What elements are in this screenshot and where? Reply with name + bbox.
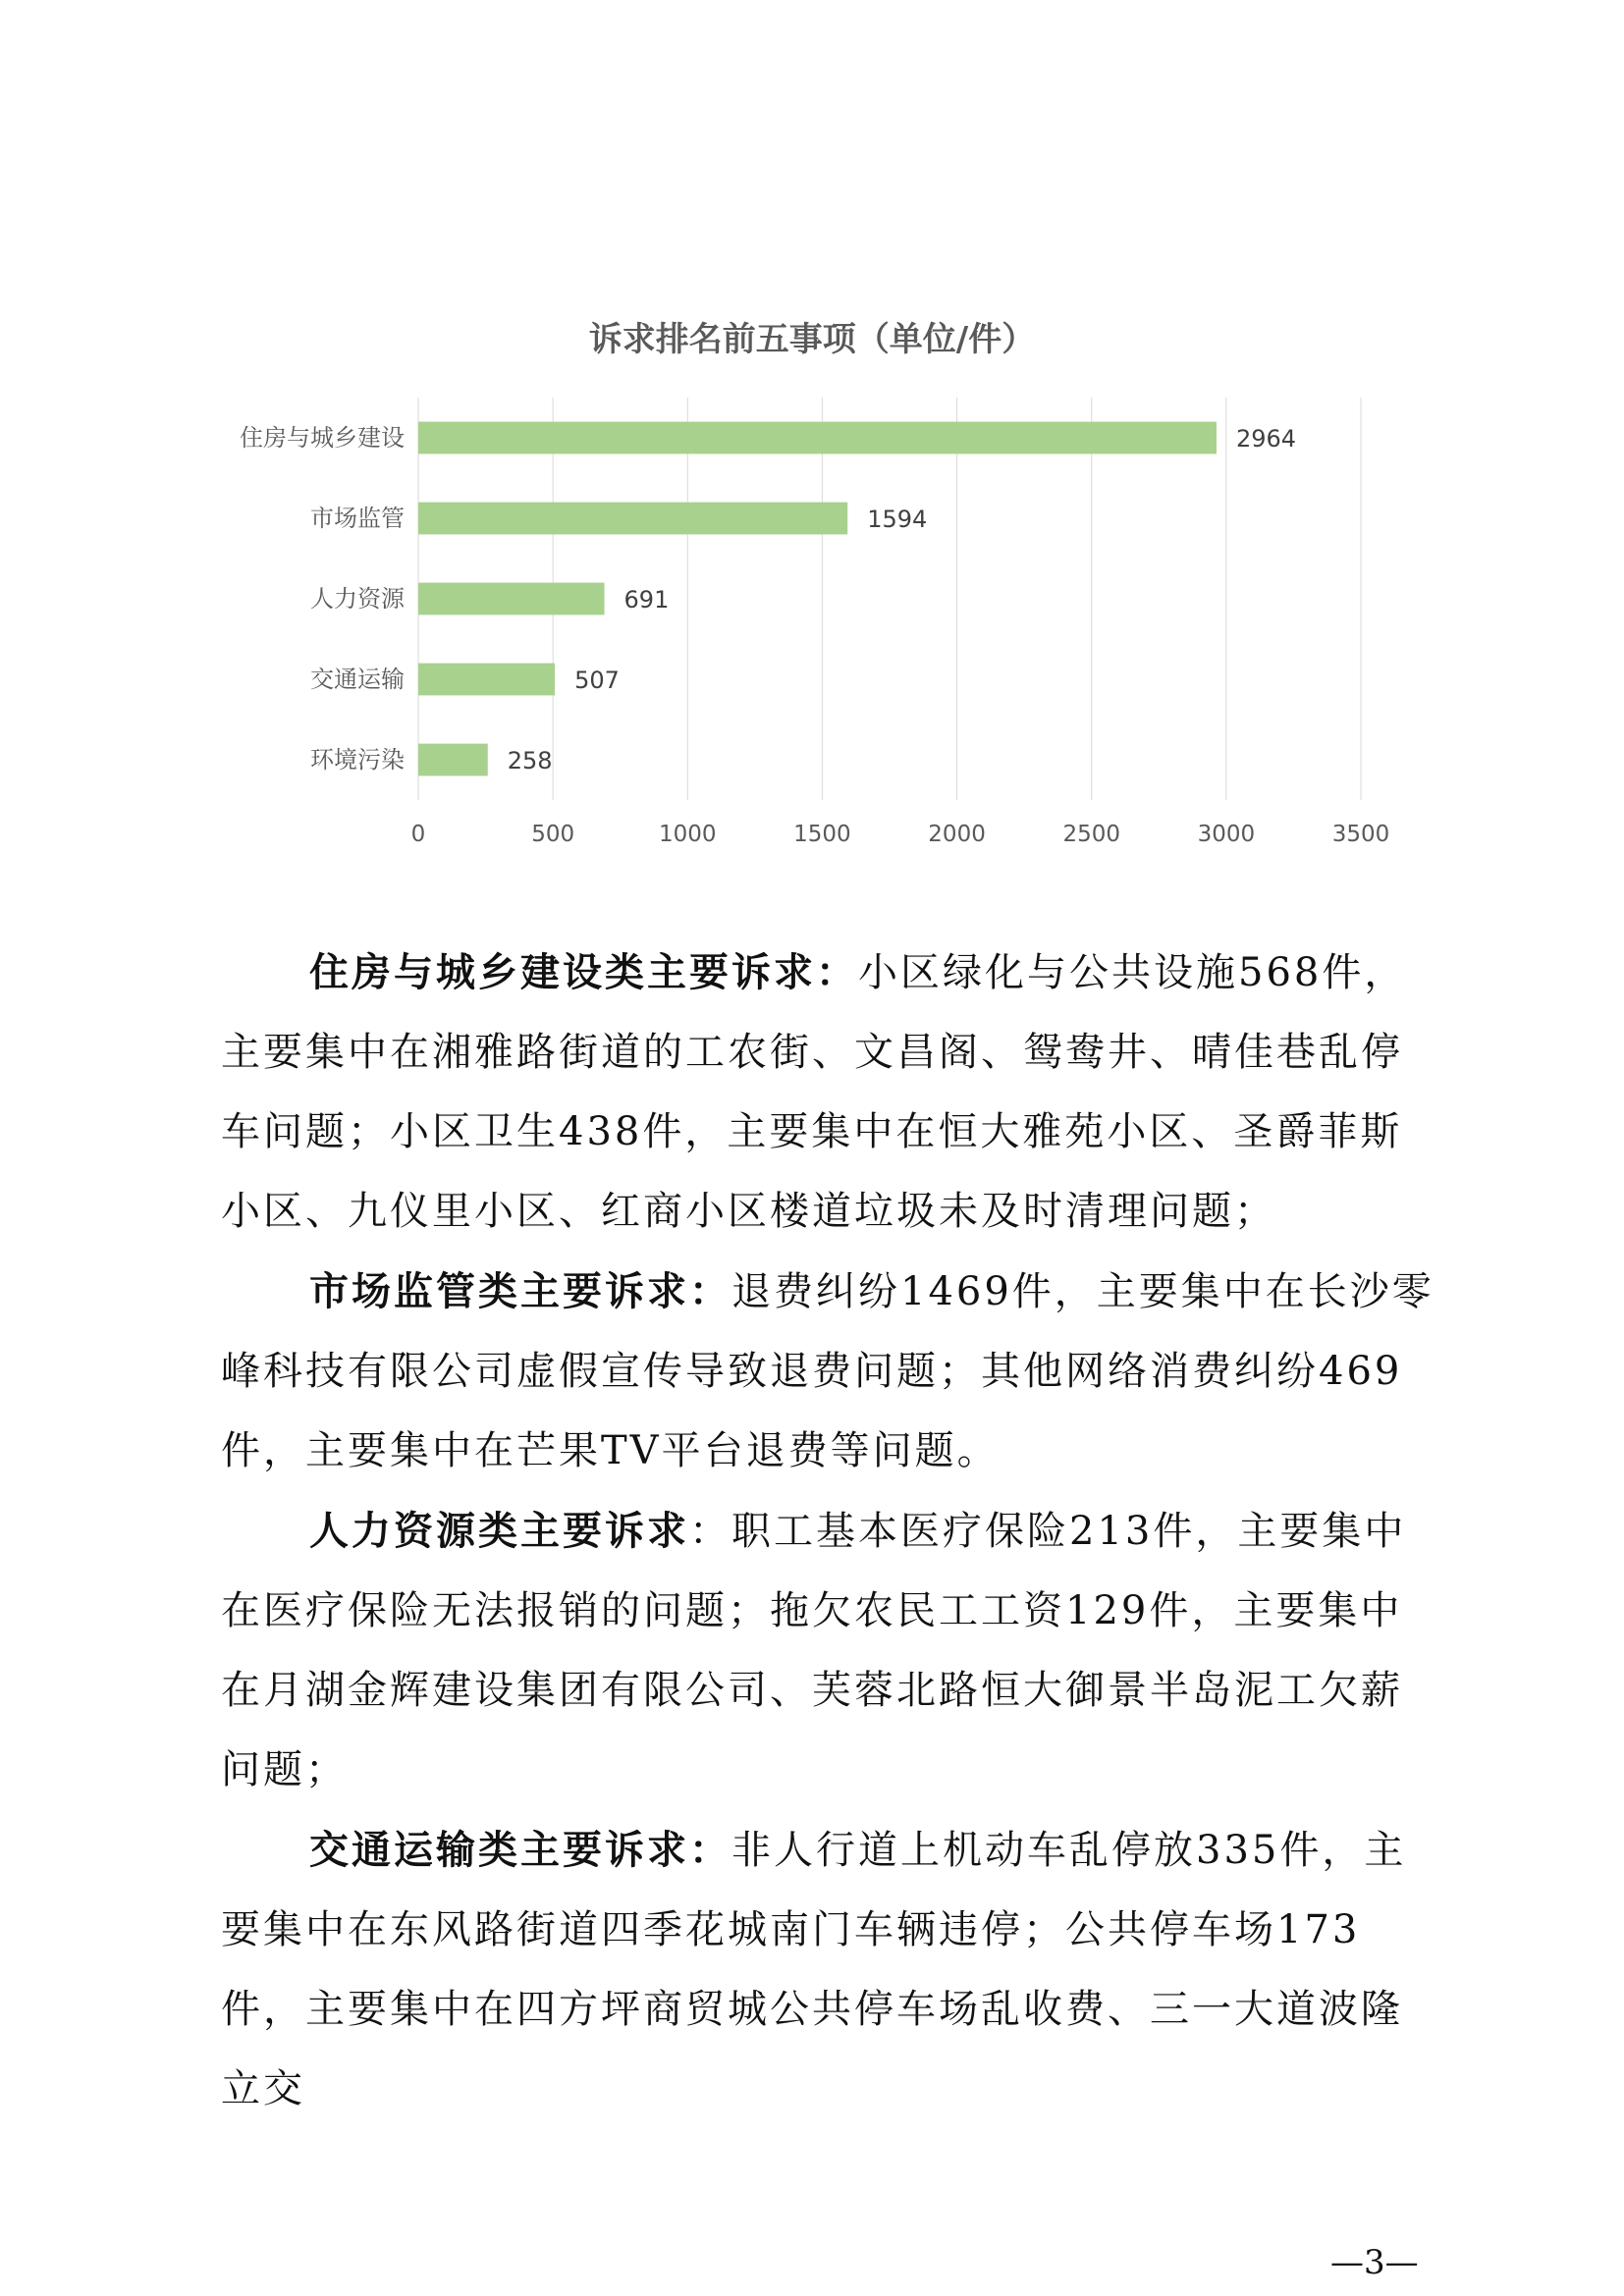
tick-label: 2500 [1062,822,1120,847]
bar [418,664,555,696]
paragraph-text: 退费纠纷1469件，主要集中在长沙零峰科技有限公司虚假宣传导致退费问题；其他网络消费纠纷469件，主要集中在芒果TV平台退费等问题。 [221,1269,1435,1473]
tick-label: 1000 [659,822,717,847]
data-label: 507 [574,667,620,694]
category-label: 环境污染 [310,746,405,774]
paragraph-market [221,1252,1438,1491]
tick-label: 3000 [1197,822,1256,847]
tick-label: 3500 [1331,822,1390,847]
chart-title: 诉求排名前五事项（单位/件） [588,320,1036,359]
data-label: 2964 [1235,425,1297,453]
page-number: —3— [1330,2243,1419,2282]
tick-label: 500 [531,822,575,847]
paragraph-heading: 市场监管类主要诉求： [309,1268,731,1314]
paragraph-text: ：职工基本医疗保险213件，主要集中在医疗保险无法报销的问题；拖欠农民工工资129件，主要集中在月湖金辉建设集团有限公司、芙蓉北路恒大御景半岛泥工欠薪问题； [221,1509,1407,1792]
data-label: 1594 [867,506,928,533]
tick-label: 2000 [928,822,986,847]
bar [418,422,1217,454]
category-label: 交通运输 [310,666,405,693]
paragraph-heading: 人力资源类主要诉求 [309,1508,689,1554]
category-label: 人力资源 [310,585,405,613]
paragraph-text: 小区绿化与公共设施568件，主要集中在湘雅路街道的工农街、文昌阁、鸳鸯井、晴佳巷乱停车问题；小区卫生438件，主要集中在恒大雅苑小区、圣爵菲斯小区、九仪里小区、红商小区楼道垃圾未及时清理问题； [221,950,1407,1234]
tick-label: 1500 [793,822,851,847]
bar-chart [196,388,1434,859]
paragraph-heading: 交通运输类主要诉求： [309,1827,731,1873]
paragraph-hr [221,1491,1438,1810]
bar [418,583,605,615]
data-label: 691 [623,586,670,614]
bar [418,503,847,535]
paragraph-transport [221,1810,1438,2129]
category-label: 住房与城乡建设 [240,424,405,452]
paragraph-text: 非人行道上机动车乱停放335件，主要集中在东风路街道四季花城南门车辆违停；公共停车场173件，主要集中在四方坪商贸城公共停车场乱收费、三一大道波隆立交 [221,1828,1407,2111]
data-label: 258 [507,747,553,774]
tick-label: 0 [410,822,426,847]
body-text [221,933,1438,2129]
category-label: 市场监管 [310,505,405,532]
paragraph-heading: 住房与城乡建设类主要诉求： [309,949,858,995]
paragraph-housing [221,933,1438,1252]
bar [418,744,488,776]
